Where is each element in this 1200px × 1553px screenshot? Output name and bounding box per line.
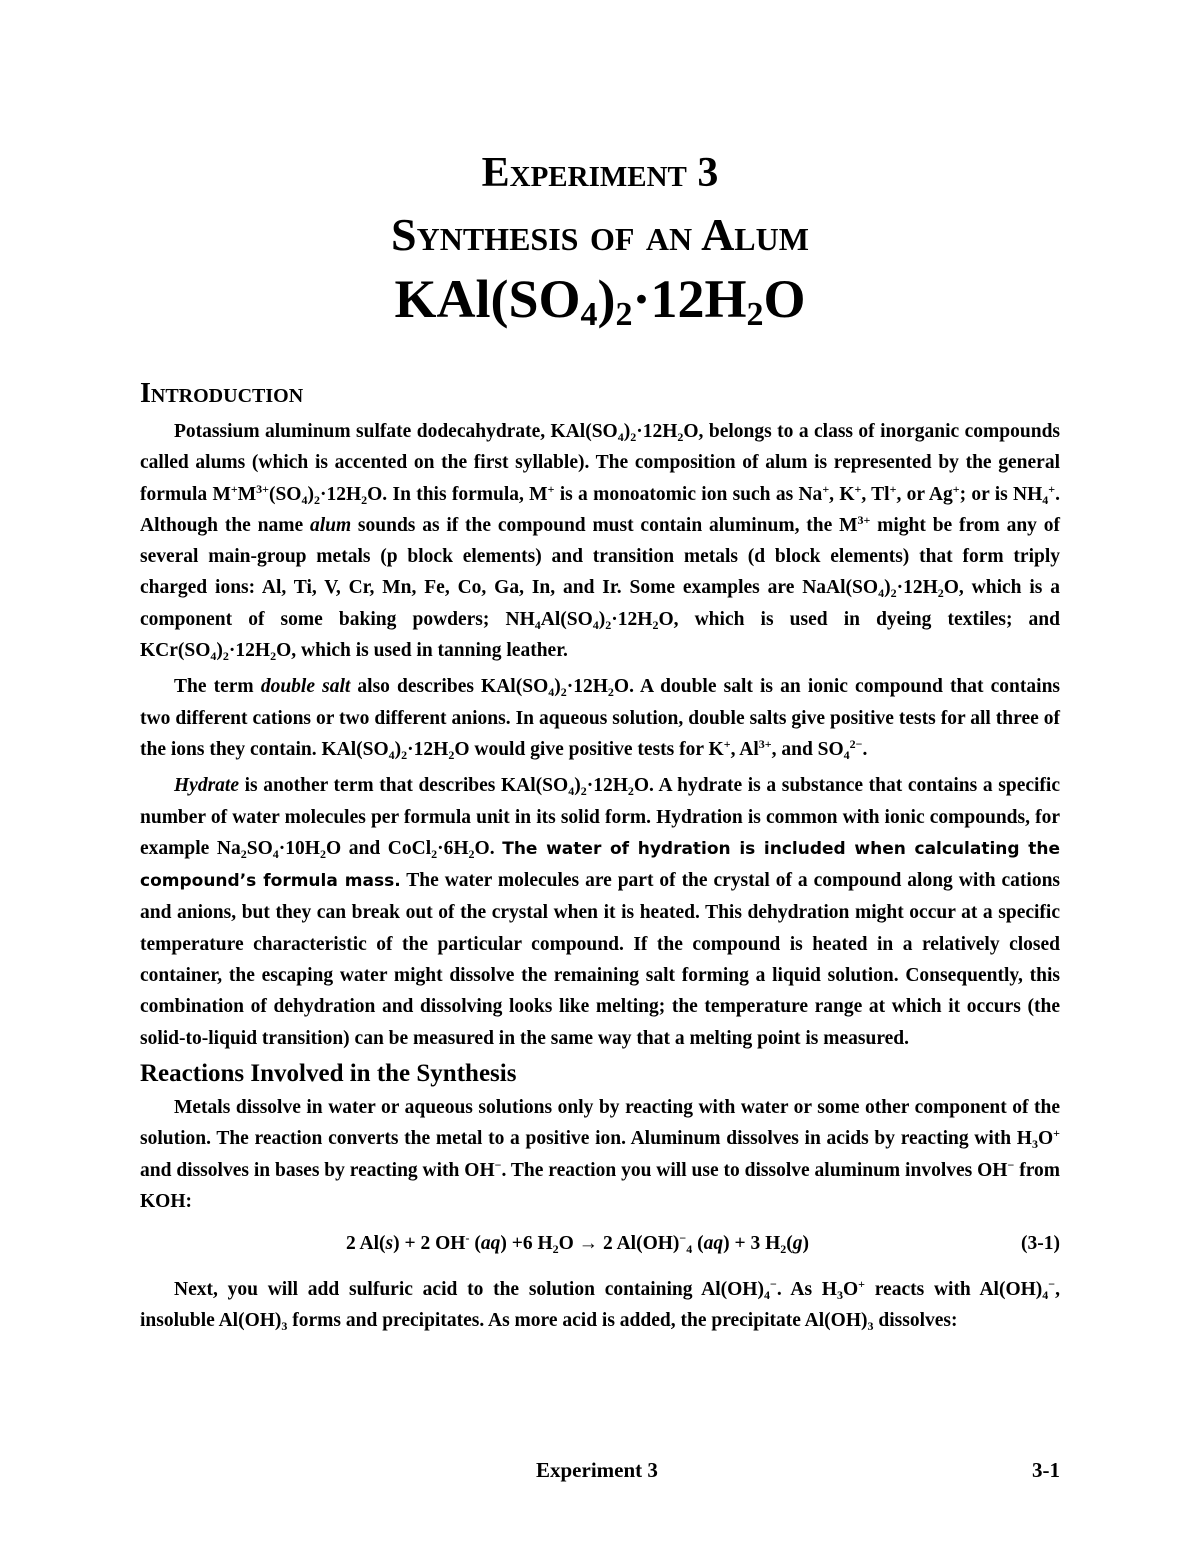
experiment-subtitle: Synthesis of an Alum	[391, 209, 809, 260]
paragraph-metals-dissolve: Metals dissolve in water or aqueous solutions only by reacting with water or some other component of the solution. The reaction converts the metal to a positive ion. Aluminum dissolves in acids by reacting with $H_3O^+$ and dissolves in bases by reacting with OH−. The reaction you will use to dissolve aluminum involves OH− from KOH:	[140, 1096, 1060, 1212]
formula-sub: 2	[746, 296, 764, 333]
page-number: 3-1	[1032, 1458, 1060, 1482]
section-heading-reactions: Reactions Involved in the Synthesis	[140, 1059, 517, 1087]
section-heading-introduction: Introduction	[140, 378, 304, 409]
paragraph-sulfuric-acid: Next, you will add sulfuric acid to the solution containing $Al(OH)_4^-$. As $H_3O^+$ reacts with $Al(OH)_4^-$, insoluble $Al(OH)_3$ forms and precipitates. As more acid is added, the precipitate $Al(OH)_3$ dissolves:	[140, 1277, 1060, 1334]
experiment-formula	[0, 268, 1200, 333]
equation-3-1	[140, 1222, 1060, 1268]
formula-text: )	[597, 269, 616, 329]
equation-number: (3-1)	[1021, 1233, 1060, 1255]
paragraph-double-salt: The term double salt also describes $KAl(SO_4)_2\cdot 12H_2O$. A double salt is an ionic compound that contains two different cations or two different anions. In aqueous solution, double salts give positive tests for all three of the ions they contain. $KAl(SO_4)_2\cdot 12H_2O$ would give positive tests for K+, $Al^{3+}$, and $SO_4^{2-}$.	[140, 676, 1061, 762]
footer-chapter: Experiment 3	[536, 1458, 658, 1482]
main-content	[140, 374, 1060, 1342]
paragraph-alum-definition: Potassium aluminum sulfate dodecahydrate, $KAl(SO_4)_2\cdot 12H_2O$, belongs to a class of inorganic compounds called alums (which is accented on the first syllable). The composition of alum is represented by the general formula $M^+M^{3+}(SO_4)_2\cdot 12H_2O$. In this formula, M+ is a monoatomic ion such as Na+, K+, Tl+, or Ag+; or is $NH_4^+$. Although the name alum sounds as if the compound must contain aluminum, the $M^{3+}$ might be from any of several main-group metals (p block elements) and transition metals (d block elements) that form triply charged ions: Al, Ti, V, Cr, Mn, Fe, Co, Ga, In, and Ir. Some examples are $NaAl(SO_4)_2\cdot 12H_2O$, which is a component of some baking powders; $NH_4Al(SO_4)_2\cdot 12H_2O$, which is used in dyeing textiles; and $KCr(SO_4)_2\cdot 12H_2O$, which is used in tanning leather.	[140, 421, 1060, 664]
formula-text: KAl(SO	[394, 269, 581, 329]
equation-body: 2 Al(s) + 2 OH- (aq) +6 $H_2O \to 2$ $Al(OH)^-_4$ (aq) + 3 $H_2(g)$	[346, 1231, 810, 1257]
formula-text: O	[763, 269, 806, 329]
formula-text: ·12H	[632, 269, 747, 329]
experiment-title: Experiment 3	[481, 150, 719, 196]
formula-sub: 4	[580, 296, 598, 333]
emphasis-formula-mass: The water of hydration is included when calculating the compound’s formula mass.	[140, 838, 1060, 892]
paragraph-hydrate: Hydrate is another term that describes $KAl(SO_4)_2\cdot 12H_2O$. A hydrate is a substance that contains a specific number of water molecules per formula unit in its solid form. Hydration is common with ionic compounds, for example $Na_2SO_4\cdot 10H_2O$ and $CoCl_2\cdot 6H_2O$. The water of hydration is included when calculating the compound’s formula mass. The water molecules are part of the crystal of a compound along with cations and anions, but they can break out of the crystal when it is heated. This dehydration might occur at a specific temperature characteristic of the particular compound. If the compound is heated in a relatively closed container, the escaping water might dissolve the remaining salt forming a liquid solution. Consequently, this combination of dehydration and dissolving looks like melting; the temperature range at which it occurs (the solid-to-liquid transition) can be measured in the same way that a melting point is measured.	[140, 775, 1061, 1049]
formula-sub: 2	[615, 296, 633, 333]
